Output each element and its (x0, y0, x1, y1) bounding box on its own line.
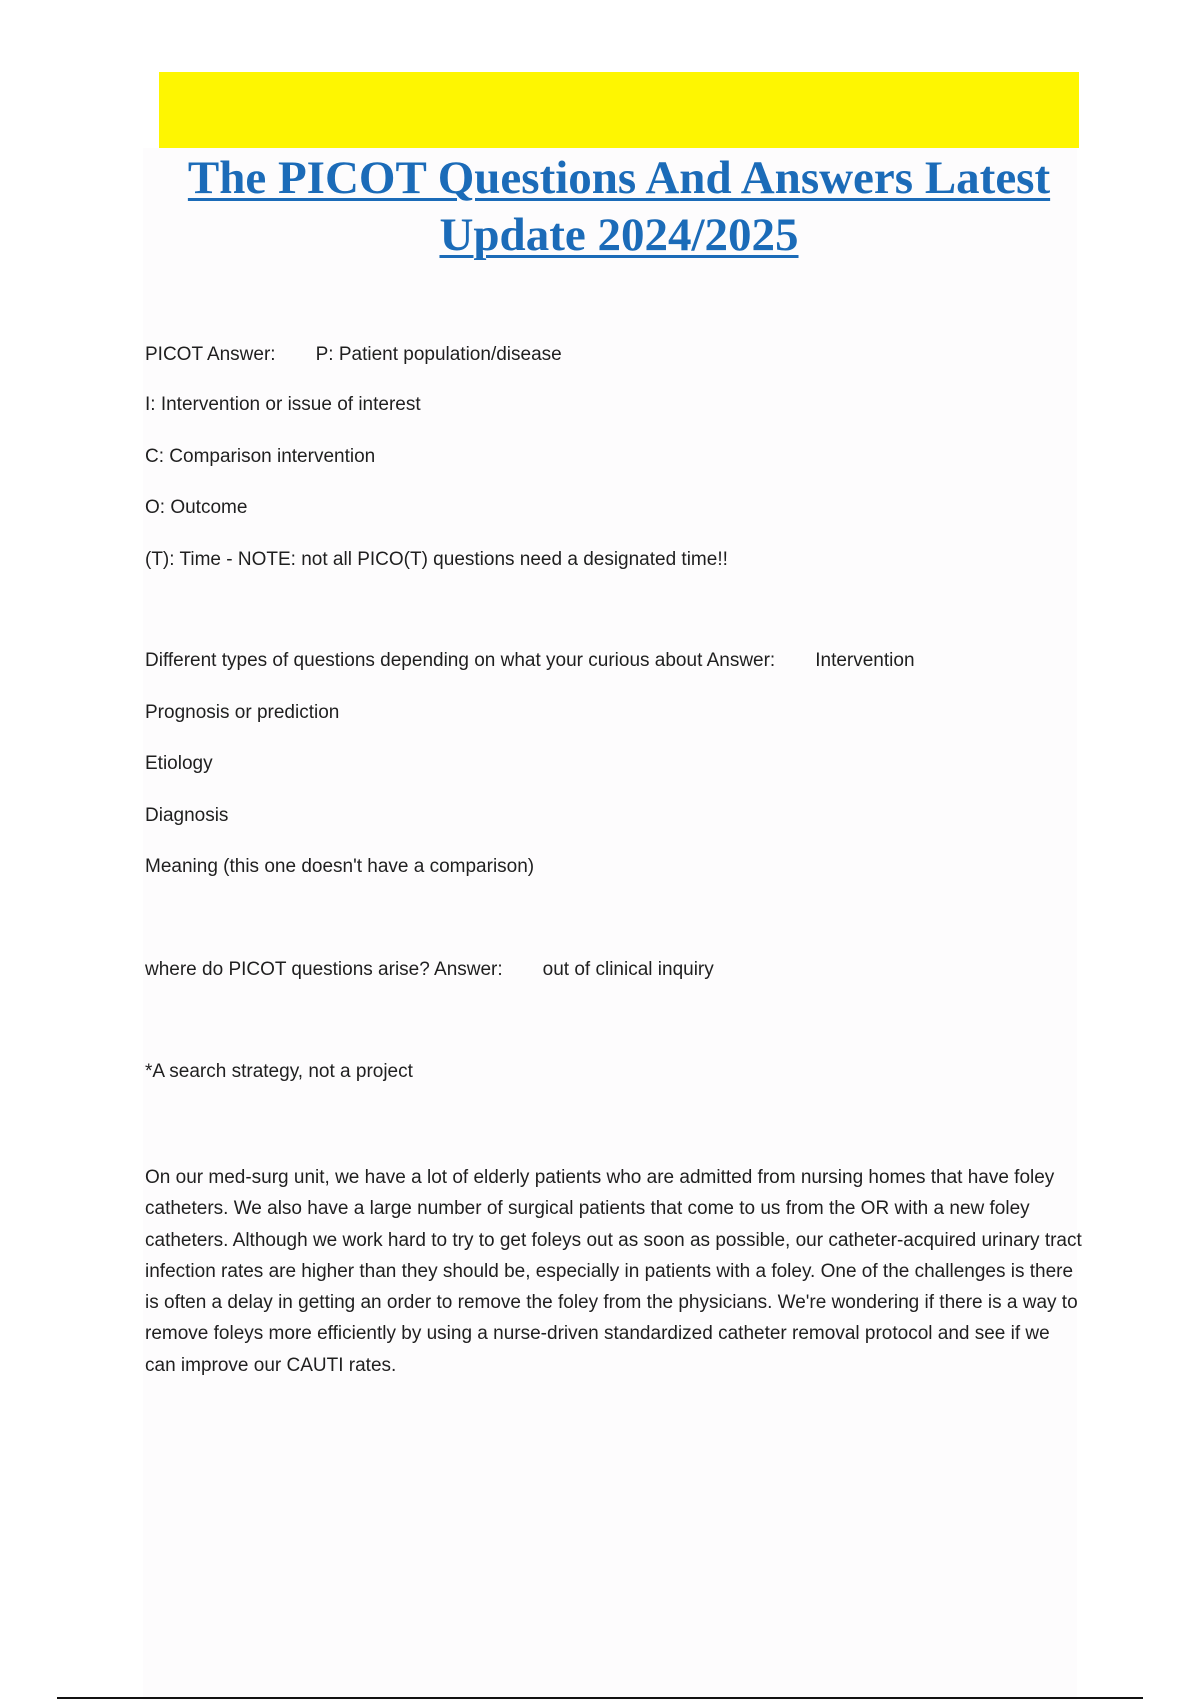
picot-answer-t: (T): Time - NOTE: not all PICO(T) questions need a designated time!! (145, 549, 728, 570)
header-highlight-bar (159, 72, 1079, 148)
types-answer-prognosis: Prognosis or prediction (145, 702, 340, 723)
types-answer-etiology: Etiology (145, 753, 213, 774)
picot-answer-c: C: Comparison intervention (145, 446, 376, 467)
types-answer-intervention: Intervention (815, 650, 915, 671)
arise-question: where do PICOT questions arise? Answer: (145, 959, 503, 980)
scenario-paragraph: On our med-surg unit, we have a lot of elderly patients who are admitted from nursing homes that have foley catheters. We also have a large number of surgical patients that come to us from the OR with a new foley catheters. Although we work hard to try to get foleys out as soon as possible, our catheter-acquired urinary tract infection rates are higher than they should be, especially in patients with a foley. One of the challenges is there is often a delay in getting an order to remove the foley from the physicians. We're wondering if there is a way to remove foleys more efficiently by using a nurse-driven standardized catheter removal protocol and see if we can improve our CAUTI rates. (145, 1167, 1082, 1376)
document-page (143, 148, 1077, 1700)
picot-question: PICOT Answer: (145, 344, 276, 365)
picot-question-line (145, 343, 562, 367)
types-answer-meaning: Meaning (this one doesn't have a comparison) (145, 856, 535, 877)
types-question-line (145, 649, 915, 673)
picot-answer-p: P: Patient population/disease (315, 344, 562, 365)
picot-answer-o: O: Outcome (145, 497, 248, 518)
picot-answer-i: I: Intervention or issue of interest (145, 394, 421, 415)
arise-question-line (145, 958, 714, 982)
types-question: Different types of questions depending on what your curious about Answer: (145, 650, 776, 671)
page-bottom-rule (57, 1697, 1143, 1699)
types-answer-diagnosis: Diagnosis (145, 805, 229, 826)
arise-answer: out of clinical inquiry (542, 959, 714, 980)
search-strategy-note: *A search strategy, not a project (145, 1061, 413, 1082)
document-title: The PICOT Questions And Answers Latest Update 2024/2025 (187, 152, 1051, 261)
